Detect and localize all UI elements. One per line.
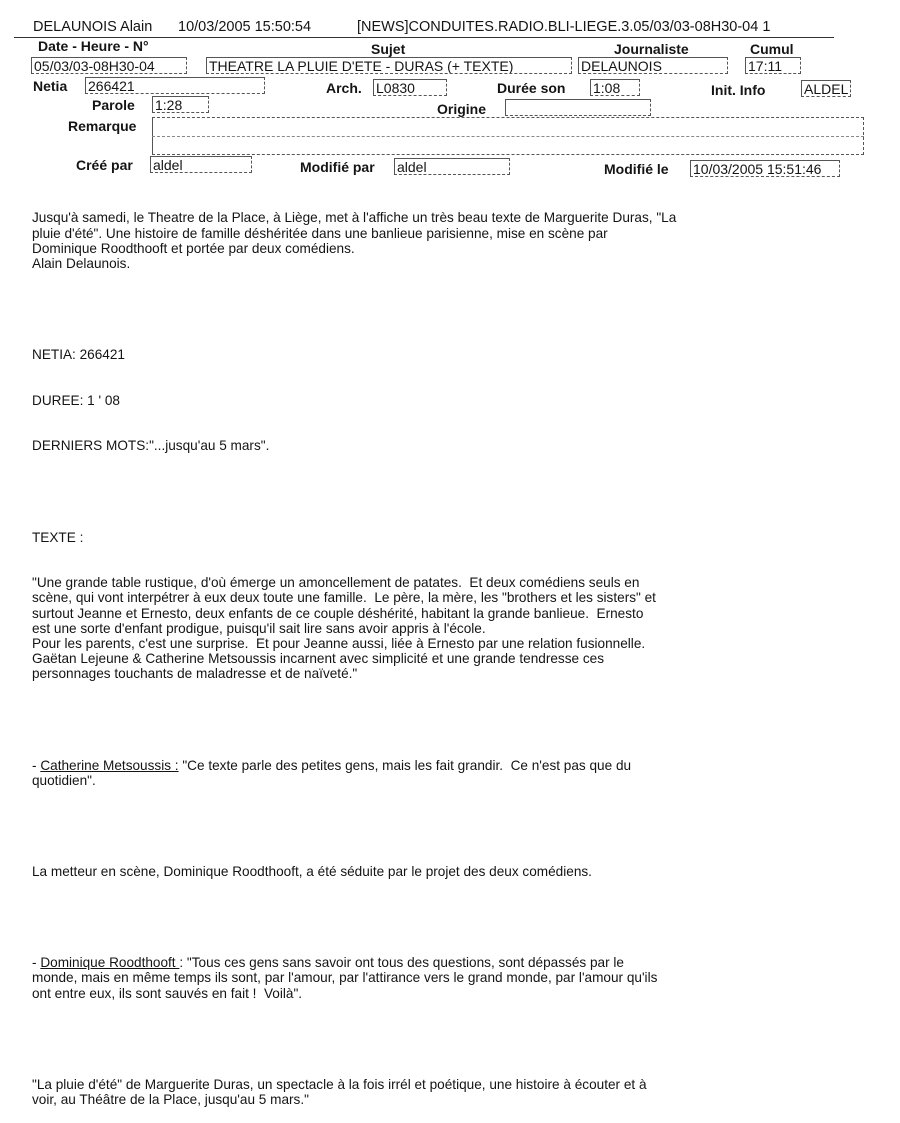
header-datetime: 10/03/2005 15:50:54	[178, 19, 312, 35]
modifie-par-field[interactable]: aldel	[394, 158, 510, 175]
speaker2-paragraph	[32, 955, 752, 1001]
cree-par-label: Créé par	[76, 157, 133, 173]
date-label: Date - Heure - N°	[38, 38, 149, 54]
arch-field[interactable]: L0830	[373, 79, 447, 96]
init-info-label: Init. Info	[711, 82, 766, 98]
speaker2-quote: : "Tous ces gens sans savoir ont tous des questions, sont dépassés par le monde, mais en même temps ils sont, par l'amour, par l'attirance vers le grand monde, par l'amour qu'ils ont entre eux, ils sont sauvés en fait ! Voilà".	[32, 955, 658, 1001]
speaker1-quote: "Ce texte parle des petites gens, mais les fait grandir. Ce n'est pas que du quotidien".	[32, 757, 632, 788]
init-info-field[interactable]: ALDEL	[801, 80, 851, 97]
modifie-le-label: Modifié le	[604, 161, 669, 177]
conclusion-paragraph: "La pluie d'été" de Marguerite Duras, un spectacle à la fois irrél et poétique, une histoire à écouter et à voir, au Théâtre de la Place, jusqu'au 5 mars."	[32, 1076, 647, 1108]
date-field[interactable]: 05/03/03-08H30-04	[31, 57, 187, 74]
netia-field[interactable]: 266421	[85, 77, 265, 94]
modifie-par-label: Modifié par	[300, 159, 375, 175]
texte-quote: "Une grande table rustique, d'où émerge un amoncellement de patates. Et deux comédiens seuls en scène, qui vont interpétrer à eux deux toute une famille. Le père, la mère, les "brothers et les sisters" et surtout Jeanne et Ernesto, deux enfants de ce couple déshérité, habitant la grande banlieue. Ernesto est une sorte d'enfant prodigue, puisqu'il sait lire sans avoir appris à l'école. Pour les parents, c'est une surprise. Et pour Jeanne aussi, liée à Ernesto par une relation fusionnelle. Gaëtan Lejeune & Catherine Metsoussis incarnent avec simplicité et une grande tendresse ces personnages touchants de maladresse et de naïveté."	[32, 575, 656, 682]
cumul-label: Cumul	[750, 41, 794, 57]
speaker1-prefix: -	[32, 757, 41, 773]
origine-field[interactable]	[505, 99, 651, 116]
sujet-field[interactable]: THEATRE LA PLUIE D'ETE - DURAS (+ TEXTE)	[206, 57, 572, 74]
origine-label: Origine	[437, 101, 487, 117]
derniers-mots-line: DERNIERS MOTS:"...jusqu'au 5 mars".	[32, 438, 270, 454]
parole-field[interactable]: 1:28	[152, 96, 209, 113]
texte-label: TEXTE :	[32, 529, 84, 545]
cumul-field[interactable]: 17:11	[745, 57, 801, 74]
sujet-label: Sujet	[371, 41, 406, 57]
header-author: DELAUNOIS Alain	[33, 19, 153, 35]
speaker2-prefix: -	[32, 955, 41, 971]
journaliste-label: Journaliste	[614, 41, 689, 57]
arch-label: Arch.	[326, 80, 362, 96]
parole-label: Parole	[92, 97, 135, 113]
modifie-le-field[interactable]: 10/03/2005 15:51:46	[690, 160, 840, 177]
duree-line: DUREE: 1 ' 08	[32, 392, 120, 408]
header-path: [NEWS]CONDUITES.RADIO.BLI-LIEGE.3.05/03/03-08H30-04 1	[357, 19, 771, 35]
body-text	[32, 180, 752, 1123]
speaker2-name: Dominique Roodthooft	[40, 955, 180, 971]
intro-paragraph: Jusqu'à samedi, le Theatre de la Place, à Liège, met à l'affiche un très beau texte de Marguerite Duras, "La pluie d'été". Une histoire de famille déshéritée dans une banlieue parisienne, mise en scène par Dominique Roodthooft et portée par deux comédiens. Alain Delaunois.	[32, 210, 677, 272]
cree-par-field[interactable]: aldel	[150, 156, 252, 173]
journaliste-field[interactable]: DELAUNOIS	[578, 57, 728, 74]
speaker1-paragraph	[32, 758, 752, 788]
remarque-label: Remarque	[68, 118, 137, 134]
metteur-paragraph: La metteur en scène, Dominique Roodthooft, a été séduite par le projet des deux comédiens.	[32, 864, 592, 880]
netia-label: Netia	[33, 78, 68, 94]
speaker1-name: Catherine Metsoussis :	[40, 757, 179, 773]
netia-line: NETIA: 266421	[32, 347, 125, 363]
duree-son-label: Durée son	[497, 80, 566, 96]
remarque-divider	[152, 136, 864, 137]
duree-son-field[interactable]: 1:08	[590, 79, 640, 96]
